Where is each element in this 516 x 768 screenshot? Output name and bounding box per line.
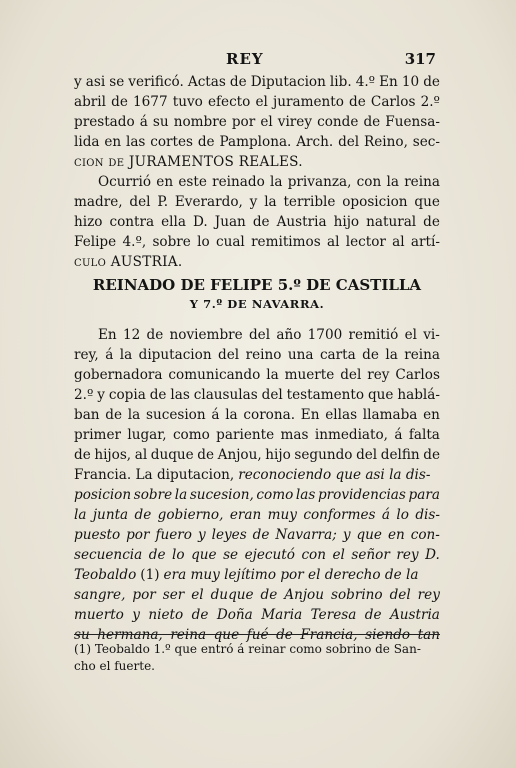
word: sobre: [133, 487, 173, 503]
word: reina: [404, 174, 440, 190]
word: rey,: [74, 347, 99, 363]
text-fragment-italic: era muy lejítimo por el derecho de la: [163, 567, 419, 583]
word: la: [174, 487, 188, 503]
word: En: [300, 407, 320, 423]
word: diputacion: [138, 347, 212, 363]
word: puesto: [74, 527, 121, 543]
word: duque: [210, 587, 254, 603]
word: testamento: [286, 387, 365, 403]
word: noviembre: [169, 327, 243, 343]
word: el: [255, 94, 268, 110]
word: nieto: [148, 607, 184, 623]
section-subheading: Y 7.º DE NAVARRA.: [189, 297, 325, 311]
word: ser: [162, 587, 185, 603]
word: en: [387, 527, 405, 543]
word: privanza,: [287, 174, 352, 190]
word: hablá-: [397, 387, 440, 403]
word: En: [379, 74, 398, 90]
word: de: [252, 214, 270, 230]
text-line: [74, 325, 440, 345]
word: por: [126, 527, 150, 543]
word: que: [356, 527, 382, 543]
word: P.: [157, 194, 169, 210]
word: Felipe: [74, 234, 117, 250]
word: de: [197, 134, 215, 150]
word: duque: [150, 447, 194, 463]
word: junta: [92, 507, 129, 523]
word: fué: [246, 627, 269, 643]
word: se: [223, 547, 239, 563]
word: ejecutó: [244, 547, 295, 563]
text-line: [74, 605, 440, 625]
word: 4.º,: [122, 234, 147, 250]
word: 12: [122, 327, 141, 343]
word: secuencia: [74, 547, 143, 563]
word: la: [119, 347, 133, 363]
word: Anjou: [284, 587, 324, 603]
word: del: [218, 347, 240, 363]
text-line: [74, 132, 440, 152]
text-line: [74, 465, 440, 485]
word: del: [129, 194, 151, 210]
word: año: [276, 327, 302, 343]
word: de: [423, 447, 440, 463]
text-line: [74, 525, 440, 545]
word: de: [134, 507, 152, 523]
word: ban: [74, 407, 100, 423]
word: la: [74, 507, 87, 523]
word: posicion: [74, 487, 132, 503]
word: comunicando: [168, 367, 261, 383]
word: remitimos: [251, 234, 321, 250]
text-line: [74, 92, 440, 112]
word: su: [152, 114, 169, 130]
word: la: [266, 367, 279, 383]
word: Francia,: [300, 627, 358, 643]
word: efecto: [207, 94, 251, 110]
word: leyes: [211, 527, 247, 543]
text-line: [74, 565, 440, 585]
word: con-: [410, 527, 440, 543]
word: y: [249, 194, 258, 210]
word: lugar,: [127, 427, 167, 443]
word: Carlos: [395, 367, 440, 383]
word: y: [74, 74, 82, 90]
word: terrible: [283, 194, 336, 210]
word: sec-: [412, 134, 440, 150]
word: de: [146, 327, 164, 343]
word: abril: [74, 94, 106, 110]
word: de: [363, 114, 381, 130]
word: lector: [345, 234, 386, 250]
word: primer: [74, 427, 121, 443]
page-header: [74, 50, 440, 70]
text-line: [74, 505, 440, 525]
word: vi-: [423, 327, 440, 343]
word: dis-: [415, 507, 440, 523]
word: virey: [277, 114, 313, 130]
word: eran: [229, 507, 262, 523]
word: Reino,: [364, 134, 408, 150]
word: la: [270, 174, 283, 190]
word: prestado: [74, 114, 135, 130]
word: del: [340, 367, 362, 383]
word: rey: [367, 367, 390, 383]
word: Pamplona.: [219, 134, 292, 150]
word: juramento: [273, 94, 344, 110]
word: 2.º: [74, 387, 94, 403]
word: reino: [245, 347, 282, 363]
word: de: [362, 347, 379, 363]
word: á: [105, 347, 114, 363]
word: En: [98, 327, 117, 343]
word: muerte: [284, 367, 335, 383]
text-fragment: cion de JURAMENTOS REALES.: [74, 154, 303, 170]
word: del: [248, 327, 271, 343]
word: su: [74, 627, 90, 643]
word: ellas: [325, 407, 358, 423]
word: sucesion: [145, 407, 206, 423]
footnote-line: cho el fuerte.: [74, 659, 155, 673]
word: al: [327, 234, 340, 250]
text-line: [74, 485, 440, 505]
word: D.: [192, 214, 208, 230]
word: del: [338, 134, 360, 150]
word: y: [132, 607, 140, 623]
text-line: [74, 425, 440, 445]
word: rey: [417, 587, 440, 603]
word: el: [404, 327, 417, 343]
text-line: [74, 345, 440, 365]
text-fragment: Francia. La diputacion,: [74, 467, 235, 483]
word: reina: [404, 347, 440, 363]
word: las: [170, 387, 190, 403]
word: y: [197, 527, 206, 543]
word: las: [125, 134, 146, 150]
word: sobre: [152, 234, 191, 250]
word: este: [178, 174, 207, 190]
word: señor: [351, 547, 390, 563]
text-line: [74, 192, 440, 212]
word: de: [364, 607, 382, 623]
word: contra: [109, 214, 155, 230]
word: de: [349, 94, 366, 110]
text-line: [74, 112, 440, 132]
word: en: [156, 174, 174, 190]
word: de: [149, 387, 167, 403]
word: hijo: [333, 214, 360, 230]
word: que: [213, 627, 240, 643]
word: del: [261, 387, 283, 403]
text-fragment-italic: reconociendo que asi la dis-: [238, 467, 431, 483]
word: ella: [161, 214, 186, 230]
word: Fuensa-: [385, 114, 440, 130]
footnote-divider: [74, 634, 440, 635]
word: lo: [197, 234, 210, 250]
word: llamaba: [362, 407, 418, 423]
word: siendo: [365, 627, 411, 643]
word: tuvo: [172, 94, 203, 110]
word: corona.: [243, 407, 296, 423]
word: pariente: [216, 427, 275, 443]
word: que: [367, 387, 394, 403]
word: el: [332, 547, 345, 563]
word: gobernadora: [74, 367, 163, 383]
word: de: [148, 547, 166, 563]
word: en: [104, 134, 122, 150]
word: de: [423, 214, 440, 230]
word: la: [386, 174, 399, 190]
word: sucesion,: [189, 487, 254, 503]
word: 2.º: [420, 94, 440, 110]
word: falta: [408, 427, 440, 443]
word: Diputacion: [250, 74, 326, 90]
word: conformes: [303, 507, 376, 523]
word: como: [256, 487, 294, 503]
word: gobierno,: [157, 507, 224, 523]
word: de: [191, 607, 209, 623]
word: conde: [317, 114, 359, 130]
word: 1677: [133, 94, 168, 110]
word: delfin: [380, 447, 420, 463]
word: Austria: [276, 214, 327, 230]
word: fuero: [155, 527, 192, 543]
text-line: [74, 232, 440, 252]
text-line: [74, 365, 440, 385]
word: cual: [215, 234, 245, 250]
word: reina: [170, 627, 207, 643]
word: muerto: [74, 607, 124, 623]
word: á: [381, 507, 391, 523]
word: 4.º: [355, 74, 376, 90]
word: que: [191, 547, 217, 563]
word: las: [295, 487, 316, 503]
word: una: [287, 347, 314, 363]
word: y: [342, 527, 351, 543]
word: cortes: [150, 134, 194, 150]
word: Maria: [261, 607, 303, 623]
word: por: [132, 587, 156, 603]
text-fragment-italic: Teobaldo: [74, 567, 137, 583]
word: lo: [396, 507, 409, 523]
word: Ocurrió: [98, 174, 152, 190]
word: Arch.: [296, 134, 334, 150]
word: natural: [366, 214, 417, 230]
word: al: [392, 234, 405, 250]
word: muy: [267, 507, 297, 523]
word: de: [423, 74, 440, 90]
word: D.: [425, 547, 440, 563]
word: del: [389, 587, 411, 603]
word: con: [301, 547, 326, 563]
word: lo: [172, 547, 185, 563]
word: hijos,: [94, 447, 132, 463]
word: madre,: [74, 194, 123, 210]
word: de: [229, 74, 247, 90]
word: segundo: [294, 447, 353, 463]
word: de: [252, 527, 270, 543]
word: sobrino: [330, 587, 383, 603]
footnote-reference: (1): [140, 567, 160, 583]
word: á: [394, 427, 403, 443]
word: á: [211, 407, 220, 423]
word: Juan: [214, 214, 246, 230]
word: para: [408, 487, 440, 503]
word: mas: [280, 427, 309, 443]
word: Anjou,: [217, 447, 262, 463]
text-fragment: culo AUSTRIA.: [74, 254, 183, 270]
footnote-line: (1) Teobaldo 1.º que entró á reinar como sobrino de San-: [74, 642, 421, 656]
word: de: [74, 447, 91, 463]
word: sangre,: [74, 587, 126, 603]
text-line: [74, 152, 440, 172]
text-line: [74, 72, 440, 92]
word: el: [191, 587, 204, 603]
text-line: [74, 212, 440, 232]
word: artí-: [410, 234, 440, 250]
word: á: [139, 114, 148, 130]
word: de: [111, 94, 128, 110]
word: hizo: [74, 214, 103, 230]
word: como: [172, 427, 210, 443]
word: nombre: [173, 114, 227, 130]
word: en: [423, 407, 440, 423]
text-line: [74, 385, 440, 405]
word: la: [127, 407, 141, 423]
word: carta: [319, 347, 356, 363]
word: el: [260, 114, 273, 130]
word: tan: [417, 627, 440, 643]
word: reinado: [212, 174, 265, 190]
word: lib.: [329, 74, 352, 90]
word: que: [414, 194, 440, 210]
text-line: [74, 172, 440, 192]
text-line: [74, 445, 440, 465]
word: por: [231, 114, 256, 130]
word: hermana,: [97, 627, 163, 643]
word: verificó.: [128, 74, 184, 90]
text-line: [74, 585, 440, 605]
page-number: 317: [404, 50, 436, 68]
word: Actas: [187, 74, 226, 90]
word: y: [97, 387, 105, 403]
word: Carlos: [370, 94, 416, 110]
word: se: [109, 74, 125, 90]
word: de: [276, 627, 293, 643]
word: al: [134, 447, 148, 463]
word: con: [356, 174, 382, 190]
text-line: [74, 252, 440, 272]
word: copia: [108, 387, 146, 403]
section-heading: REINADO DE FELIPE 5.º DE CASTILLA: [92, 276, 422, 294]
word: rey: [396, 547, 419, 563]
word: lida: [74, 134, 100, 150]
word: 1700: [307, 327, 343, 343]
word: providencias: [317, 487, 406, 503]
word: de: [197, 447, 215, 463]
word: la: [385, 347, 398, 363]
word: hijo: [265, 447, 291, 463]
word: Teresa: [310, 607, 357, 623]
word: inmediato,: [314, 427, 389, 443]
text-line: [74, 545, 440, 565]
word: de: [105, 407, 123, 423]
word: clausulas: [193, 387, 258, 403]
word: Everardo,: [174, 194, 243, 210]
word: Doña: [216, 607, 253, 623]
text-line: [74, 405, 440, 425]
word: asi: [85, 74, 106, 90]
word: 10: [401, 74, 420, 90]
word: la: [225, 407, 238, 423]
running-title: REY: [226, 50, 264, 68]
word: remitió: [348, 327, 399, 343]
word: del: [356, 447, 378, 463]
word: oposicion: [342, 194, 408, 210]
word: Austria: [389, 607, 440, 623]
word: de: [260, 587, 278, 603]
word: la: [264, 194, 277, 210]
word: Navarra;: [275, 527, 337, 543]
